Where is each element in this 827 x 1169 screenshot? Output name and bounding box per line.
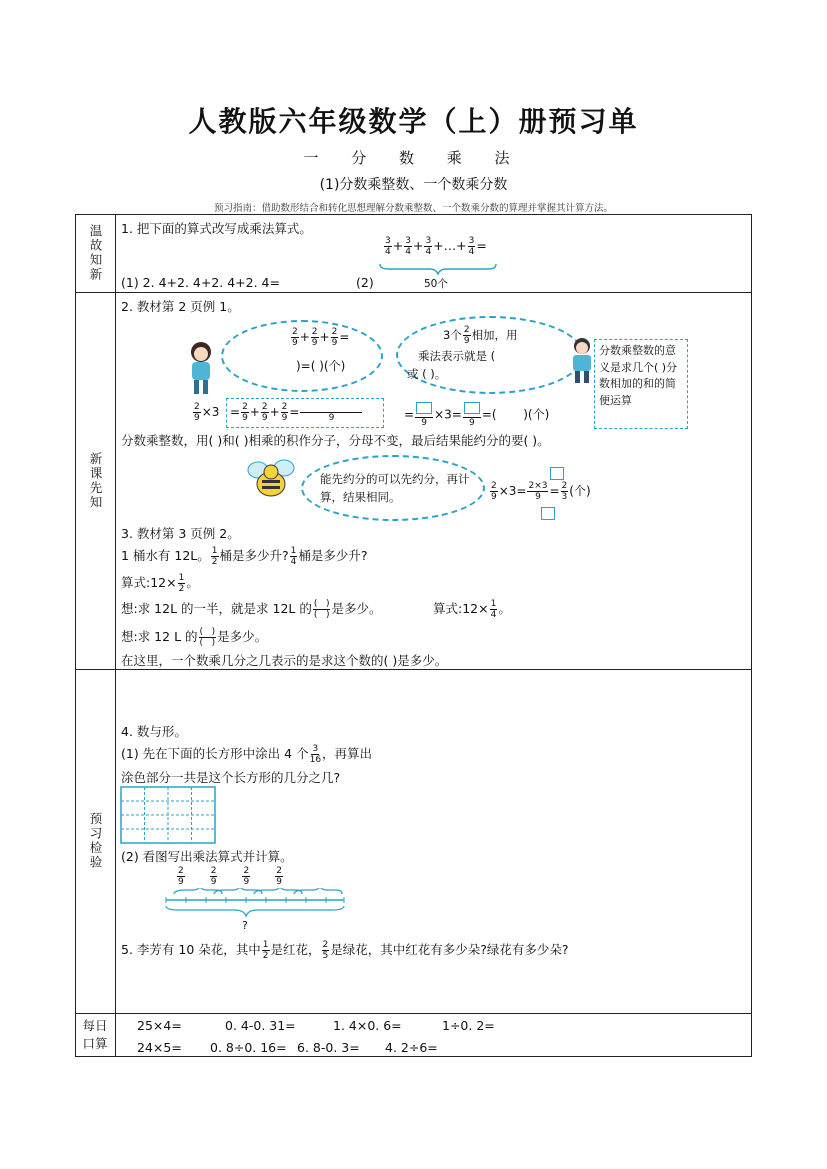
column-divider bbox=[115, 214, 116, 1057]
numerator: 2 bbox=[242, 402, 248, 412]
daily-item: 1. 4×0. 6= bbox=[333, 1018, 402, 1033]
denominator: 4 bbox=[468, 247, 475, 257]
denominator: 2 bbox=[211, 557, 218, 567]
numerator-blank: ( ) bbox=[199, 627, 216, 637]
formula-text: 算式:12× bbox=[433, 601, 489, 616]
denominator: 9 bbox=[331, 338, 338, 348]
fraction bbox=[177, 866, 185, 887]
calc-right: = 9 ×3= 9 =( )(个) bbox=[404, 402, 549, 428]
fraction bbox=[291, 327, 299, 348]
question-1b: (2) bbox=[356, 275, 374, 290]
denominator: 9 bbox=[242, 413, 248, 423]
fraction bbox=[281, 402, 289, 423]
fraction bbox=[527, 481, 548, 502]
section-label-review bbox=[75, 214, 115, 292]
segment-fractions bbox=[176, 866, 284, 887]
numerator: 2 bbox=[276, 866, 282, 876]
fraction-blank bbox=[415, 402, 433, 428]
think-1 bbox=[121, 599, 381, 620]
numerator: 2 bbox=[561, 481, 568, 491]
numerator: 1 bbox=[178, 573, 185, 583]
fraction bbox=[468, 236, 476, 257]
q4-text: (1) 先在下面的长方形中涂出 4 个 bbox=[121, 746, 309, 761]
denominator: 2 bbox=[262, 951, 269, 961]
preview-guide: 预习指南：借助数形结合和转化思想理解分数乘整数、一个数乘分数的算理并掌握其计算方法。 bbox=[213, 203, 613, 214]
numerator: 2 bbox=[194, 402, 200, 412]
cloud1-result: )=( )(个) bbox=[296, 359, 346, 373]
formula-text: 算式:12× bbox=[121, 575, 177, 590]
denominator: 4 bbox=[490, 610, 497, 620]
cloud1-sum: $\frac{2}{9}$ + $\frac{2}{9}$ + $\frac{2}{9}$ = bbox=[292, 327, 350, 348]
fraction bbox=[424, 236, 432, 257]
numerator: 2 bbox=[331, 327, 338, 337]
numerator: 1 bbox=[211, 546, 218, 556]
segment-diagram bbox=[164, 888, 346, 926]
numerator-blank bbox=[463, 402, 481, 418]
fraction bbox=[211, 546, 219, 567]
fraction bbox=[193, 402, 201, 423]
cloud2-line3: 或 ( )。 bbox=[407, 367, 447, 381]
numerator: 2 bbox=[281, 402, 288, 412]
page-title: 人教版六年级数学（上）册预习单 bbox=[188, 105, 639, 138]
denominator: 5 bbox=[322, 951, 329, 961]
fraction bbox=[322, 940, 330, 961]
numerator: 3 bbox=[312, 744, 319, 754]
q5-text: 是绿花，其中红花有多少朵?绿花有多少朵? bbox=[330, 942, 569, 957]
denominator-blank: ( ) bbox=[313, 610, 330, 620]
reduce-box-top bbox=[550, 467, 564, 480]
numerator: 2×3 bbox=[528, 481, 548, 491]
reduced-calc: $\frac{2}{9}$ ×3= $\frac{2\times 3}{9}$ = $\frac{2}{3}$ (个) bbox=[491, 481, 591, 502]
numerator: 2 bbox=[243, 866, 250, 876]
numerator: 2 bbox=[322, 940, 329, 950]
numerator: 3 bbox=[468, 236, 475, 246]
daily-item: 0. 8÷0. 16= bbox=[210, 1040, 287, 1055]
daily-item: 0. 4-0. 31= bbox=[225, 1018, 296, 1033]
denominator: 4 bbox=[290, 557, 297, 567]
underbrace bbox=[378, 262, 498, 276]
fraction bbox=[242, 866, 250, 887]
equals-sign: = bbox=[476, 238, 487, 253]
denominator: 4 bbox=[405, 247, 411, 257]
section-label-new bbox=[75, 292, 115, 669]
girl-illustration-icon bbox=[183, 338, 219, 396]
denominator: 9 bbox=[421, 418, 427, 428]
section-label-daily bbox=[75, 1013, 115, 1057]
count-label: 50个 bbox=[424, 278, 448, 290]
question-5 bbox=[121, 940, 569, 961]
formula-2: 算式:12× $\frac{1}{4}$ 。 bbox=[433, 599, 511, 620]
cloud2-text: 3个 bbox=[443, 328, 462, 342]
lesson-subtitle: (1)分数乘整数、一个数乘分数 bbox=[319, 177, 508, 193]
numerator: 3 bbox=[405, 236, 411, 246]
fraction-blank bbox=[199, 627, 217, 648]
fraction bbox=[275, 866, 283, 887]
denominator-blank: ( ) bbox=[199, 638, 216, 648]
denominator: 9 bbox=[328, 413, 335, 423]
numerator: 2 bbox=[463, 325, 470, 335]
numerator: 1 bbox=[262, 940, 269, 950]
multiplication-rule: 分数乘整数，用( )和( )相乘的积作分子，分母不变，最后结果能约分的要( )。 bbox=[121, 433, 550, 448]
fraction-blank bbox=[313, 599, 331, 620]
q5-text: 5. 李芳有 10 朵花，其中 bbox=[121, 942, 261, 957]
denominator: 3 bbox=[561, 492, 568, 502]
fraction bbox=[210, 866, 218, 887]
fraction bbox=[261, 402, 269, 423]
question-3: 3. 教材第 3 页例 2。 bbox=[121, 526, 240, 541]
daily-item: 1÷0. 2= bbox=[442, 1018, 495, 1033]
bee-illustration-icon bbox=[244, 452, 300, 504]
denominator: 2 bbox=[178, 584, 185, 594]
fraction bbox=[290, 546, 298, 567]
numerator-blank bbox=[300, 402, 362, 413]
denominator: 4 bbox=[385, 247, 391, 257]
think-text: 想:求 12L 的一半，就是求 12L 的 bbox=[121, 601, 312, 616]
fraction bbox=[262, 940, 270, 961]
think-text: 想:求 12 L 的 bbox=[121, 629, 198, 644]
denominator: 9 bbox=[281, 413, 288, 423]
numerator-blank bbox=[415, 402, 433, 418]
denominator: 4 bbox=[425, 247, 432, 257]
calc-expansion: = $\frac{2}{9}$ + $\frac{2}{9}$ + $\frac{2}{9}$ = 9 bbox=[230, 402, 363, 423]
definition-note-text: 分数乘整数的意义是求几个( )分数相加的和的简便运算 bbox=[599, 344, 678, 407]
section-label-text: 温故知新 bbox=[88, 224, 103, 282]
example2-question bbox=[121, 546, 368, 567]
unit-title: 一 分 数 乘 法 bbox=[303, 149, 524, 167]
denominator: 16 bbox=[309, 755, 322, 765]
section-label-text: 新课先知 bbox=[88, 451, 103, 510]
numerator: 1 bbox=[290, 546, 297, 556]
question-1a: (1) 2. 4+2. 4+2. 4+2. 4= bbox=[121, 275, 280, 290]
fraction bbox=[241, 402, 249, 423]
row-divider bbox=[75, 1013, 752, 1014]
fraction bbox=[490, 599, 498, 620]
denominator: 9 bbox=[292, 338, 298, 348]
question-1: 1. 把下面的算式改写成乘法算式。 bbox=[121, 221, 312, 236]
row-divider bbox=[75, 669, 752, 670]
fraction bbox=[384, 236, 392, 257]
denominator: 9 bbox=[261, 413, 268, 423]
numerator: 3 bbox=[425, 236, 432, 246]
grid-rectangle[interactable] bbox=[120, 786, 218, 846]
fraction-blank bbox=[463, 402, 481, 428]
fraction bbox=[311, 327, 319, 348]
denominator: 9 bbox=[491, 492, 497, 502]
denominator: 9 bbox=[178, 877, 184, 887]
question-mark: ? bbox=[242, 919, 248, 932]
numerator: 2 bbox=[491, 481, 497, 491]
fraction bbox=[463, 325, 471, 346]
cloud2-line1 bbox=[443, 325, 518, 346]
q4-text: ，再算出 bbox=[322, 746, 373, 761]
question-4-1-cont: 涂色部分一共是这个长方形的几分之几? bbox=[121, 770, 341, 785]
question-4-2: (2) 看图写出乘法算式并计算。 bbox=[121, 849, 293, 864]
fraction bbox=[178, 573, 186, 594]
think-text: 是多少。 bbox=[217, 629, 268, 644]
question-4-1 bbox=[121, 744, 372, 765]
question-4: 4. 数与形。 bbox=[121, 724, 187, 739]
denominator: 9 bbox=[243, 877, 250, 887]
denominator: 9 bbox=[468, 418, 475, 428]
denominator: 9 bbox=[194, 413, 200, 423]
blank-square bbox=[416, 402, 432, 414]
conclusion: 在这里，一个数乘几分之几表示的是求这个数的( )是多少。 bbox=[121, 653, 448, 668]
fraction bbox=[331, 327, 339, 348]
example2-text: 桶是多少升? bbox=[219, 548, 289, 563]
bee-tip-text: 能先约分的可以先约分，再计算，结果相同。 bbox=[320, 472, 470, 504]
repeated-sum: $\frac{3}{4}$ + $\frac{3}{4}$ + $\frac{3}{4}$ +…+ $\frac{3}{4}$ = bbox=[385, 236, 487, 257]
think-2 bbox=[121, 627, 267, 648]
fraction bbox=[490, 481, 498, 502]
daily-item: 6. 8-0. 3= bbox=[297, 1040, 360, 1055]
boy-illustration-icon bbox=[568, 336, 596, 384]
numerator: 2 bbox=[311, 327, 318, 337]
row-divider bbox=[75, 292, 752, 293]
question-2: 2. 教材第 2 页例 1。 bbox=[121, 299, 240, 314]
ellipsis-plus: +…+ bbox=[433, 238, 467, 253]
example2-text: 桶是多少升? bbox=[298, 548, 368, 563]
cloud2-text: 相加，用 bbox=[471, 328, 518, 342]
unit-label: (个) bbox=[569, 484, 591, 498]
q5-text: 是红花， bbox=[270, 942, 321, 957]
numerator-blank: ( ) bbox=[313, 599, 330, 609]
cloud2-line2: 乘法表示就是 ( bbox=[418, 349, 496, 363]
fraction bbox=[404, 236, 412, 257]
reduce-box-bottom bbox=[541, 507, 555, 520]
think-text: 是多少。 bbox=[331, 601, 382, 616]
blank-square bbox=[464, 402, 480, 414]
example2-text: 1 桶水有 12L。 bbox=[121, 548, 210, 563]
fraction bbox=[310, 744, 321, 765]
daily-item: 25×4= bbox=[137, 1018, 182, 1033]
section-label-check bbox=[75, 669, 115, 1013]
numerator: 2 bbox=[292, 327, 298, 337]
numerator: 3 bbox=[385, 236, 391, 246]
daily-item: 4. 2÷6= bbox=[385, 1040, 438, 1055]
numerator: 2 bbox=[178, 866, 184, 876]
formula-1: 算式:12× $\frac{1}{2}$ 。 bbox=[121, 573, 199, 594]
denominator: 9 bbox=[535, 492, 541, 502]
denominator: 9 bbox=[210, 877, 217, 887]
section-label-text: 每日口算 bbox=[82, 1018, 108, 1051]
section-label-text: 预习检验 bbox=[88, 812, 103, 870]
fraction-blank bbox=[300, 402, 362, 423]
denominator: 9 bbox=[463, 336, 470, 346]
numerator: 2 bbox=[261, 402, 268, 412]
denominator: 9 bbox=[311, 338, 318, 348]
numerator: 1 bbox=[490, 599, 497, 609]
numerator: 2 bbox=[210, 866, 217, 876]
daily-item: 24×5= bbox=[137, 1040, 182, 1055]
denominator: 9 bbox=[276, 877, 282, 887]
fraction bbox=[561, 481, 569, 502]
calc-left: $\frac{2}{9}$ ×3 bbox=[194, 402, 220, 423]
